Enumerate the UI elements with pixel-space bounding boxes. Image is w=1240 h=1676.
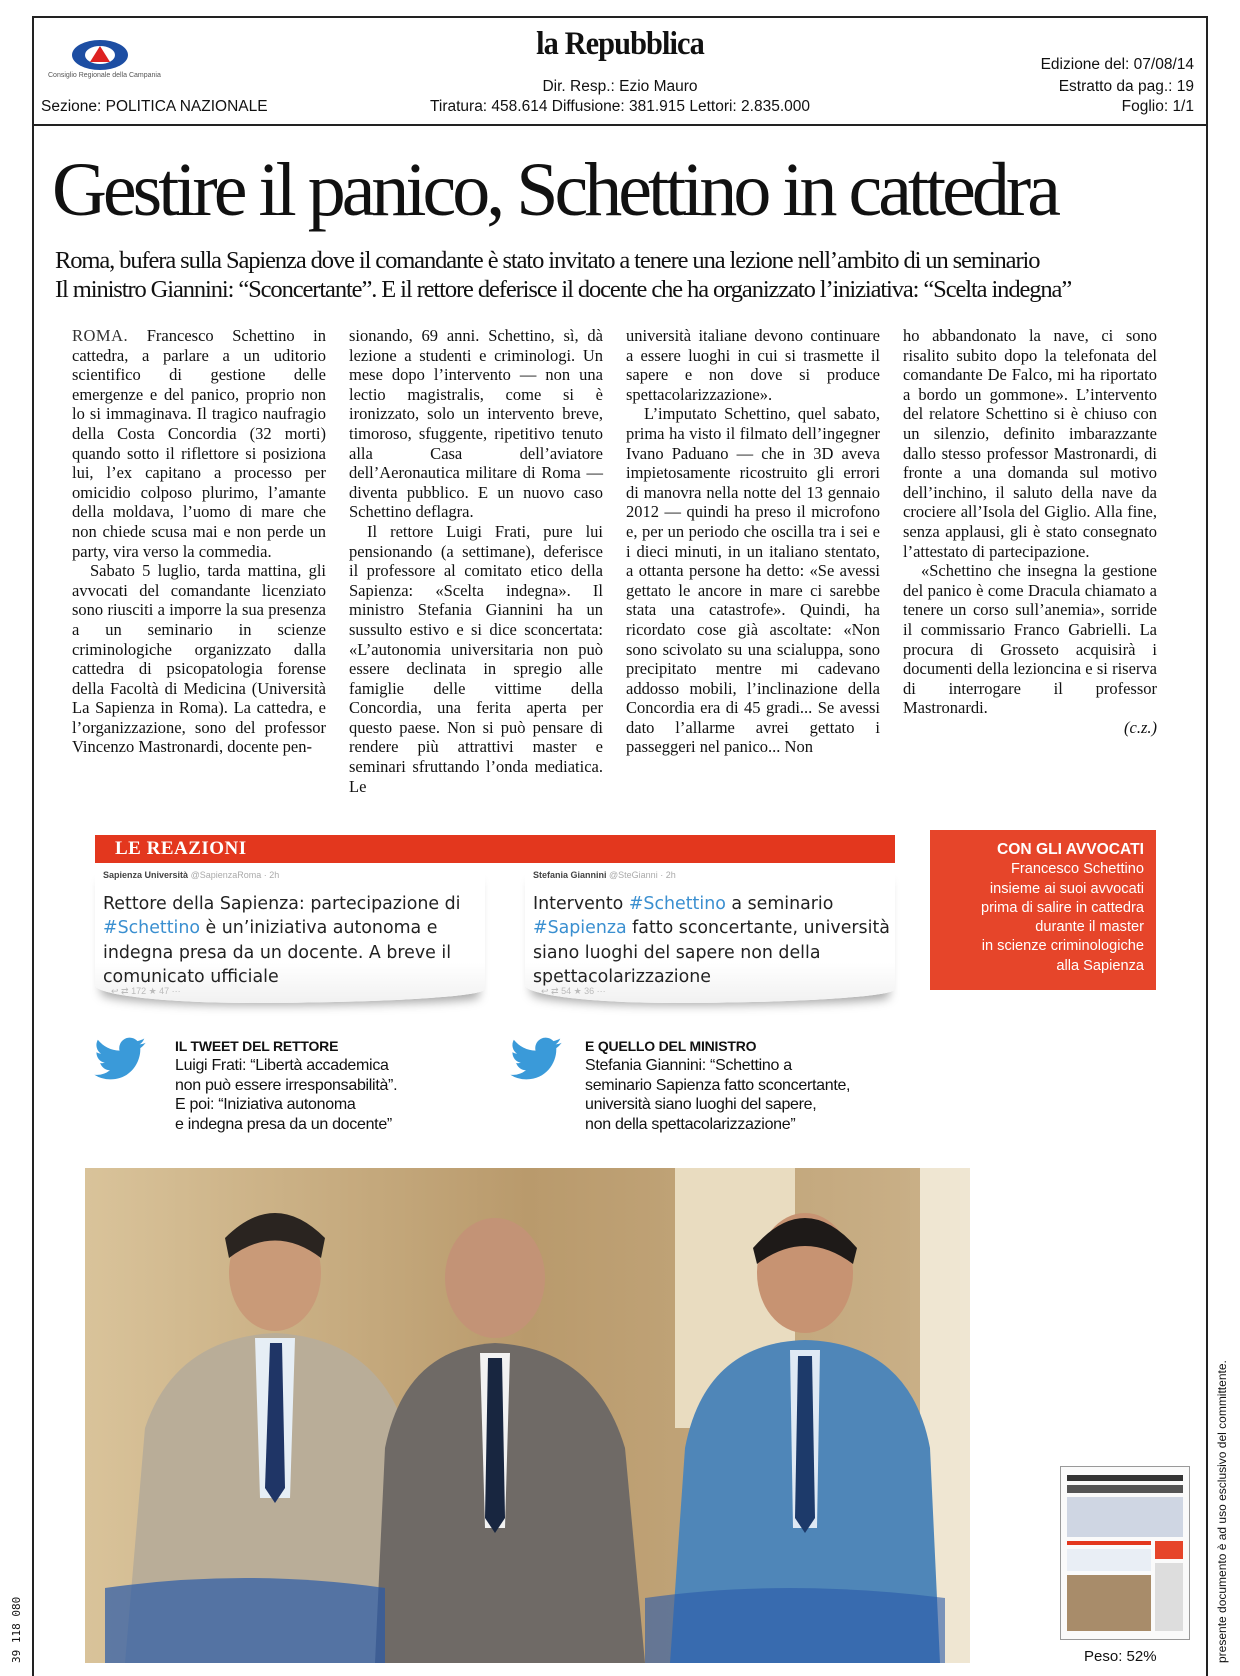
caption-line: in scienze criminologiche <box>981 938 1144 955</box>
paragraph: università italiane devono continuare a essere luoghi in cui si trasmette il sapere e non dove si produce spettacolarizzazione». <box>626 326 880 404</box>
director-line: Dir. Resp.: Ezio Mauro <box>542 78 698 95</box>
caption-line: Stefania Giannini: “Schettino a <box>585 1057 792 1075</box>
article-column-1 <box>72 326 326 757</box>
photo-caption-title: CON GLI AVVOCATI <box>997 841 1144 858</box>
caption-line: alla Sapienza <box>1056 957 1144 974</box>
logo-caption: Consiglio Regionale della Campania <box>48 72 161 79</box>
article-photo <box>85 1168 970 1663</box>
article-column-4 <box>903 326 1157 737</box>
subhead-line-1: Roma, bufera sulla Sapienza dove il comandante è stato invitato a tenere una lezione nell’ambito di un seminario <box>55 247 1040 274</box>
circulation-line: Tiratura: 458.614 Diffusione: 381.915 Lettori: 2.835.000 <box>429 98 810 115</box>
weight-label: Peso: 52% <box>1084 1648 1157 1665</box>
paragraph: Sabato 5 luglio, tarda mattina, gli avvocati del comandante licenziato sono riusciti a imporre la sua presenza a un seminario in scienze criminologiche organizzato dalla cattedra di psicopatologia forense della Facoltà di Medicina (Università La Sapienza in Roma). La cattedra, e l’organizzazione, sono del professor Vincenzo Mastronardi, docente pen- <box>72 561 326 757</box>
photo-caption-box <box>930 830 1156 990</box>
page-thumbnail <box>1060 1466 1190 1640</box>
tweet-text: Intervento #Schettino a seminario #Sapienza fatto sconcertante, università siano luoghi del sapere non della spettacolarizzazione <box>533 894 890 988</box>
paragraph: L’imputato Schettino, quel sabato, prima ha visto il filmato dell’ingegner Ivano Paduano — che in 3D aveva impietosamente ricostruito gli errori di manovra nella notte del 13 gennaio 2012 — quindi ha preso il microfono e, per un periodo che oscilla tra i sei e i dieci minuti, in un italiano stentato, a ottanta persone ha detto: «Se avessi gettato le ancore in mare ci sarebbe stata una catastrofe». Quindi, ha ricordato cose già ascoltate: «Non sono scivolato su una scialuppa, sono precipitato mentre mi cadevano addosso mobili, l’inclinazione della Concordia era di 45 gradi... Se avessi dato l’allarme avrei gettato i passeggeri nel panico... Non <box>626 404 880 757</box>
page-extract: Estratto da pag.: 19 <box>1058 78 1194 95</box>
caption-line: e indegna presa da un docente” <box>175 1115 392 1133</box>
caption-line: durante il master <box>1035 919 1144 936</box>
section-label: Sezione: POLITICA NAZIONALE <box>41 98 268 115</box>
tweet-caption-title: IL TWEET DEL RETTORE <box>175 1038 339 1054</box>
hashtag: #Schettino <box>103 918 201 939</box>
caption-line: università siano luoghi del sapere, <box>585 1096 817 1114</box>
masthead: la Repubblica <box>536 26 704 62</box>
hashtag: #Schettino <box>628 894 726 914</box>
caption-line: seminario Sapienza fatto sconcertante, <box>585 1076 851 1094</box>
tweet-caption-ministro <box>585 1037 850 1134</box>
paragraph: Francesco Schettino in cattedra, a parlare a un uditorio scientifico di gestione delle emergenze e del panico, proprio non lo si immaginava. Il tragico naufragio della Costa Concordia (32 morti) quando sotto il riflettore si posiziona lui, l’ex capitano a processo per omicidio colposo plurimo, l’amante della moldava, l’uomo di mare che non chiede scusa mai e non perde un party, vira verso la commedia. <box>72 326 327 561</box>
header-divider <box>32 124 1208 126</box>
tweet-account: Stefania Giannini @SteGianni · 2h <box>533 870 676 880</box>
thumbnail-illustration <box>1061 1467 1189 1639</box>
caption-line: Francesco Schettino <box>1010 861 1144 878</box>
caption-line: Luigi Frati: “Libertà accademica <box>175 1057 389 1075</box>
paragraph: «Schettino che insegna la gestione del panico è come Dracula chiamato a tenere un corso sull’anemia», sorride il commissario Franco Gabrielli. La procura di Grosseto acquisirà i documenti della lezioncina e si riserva di interrogare il professor Mastronardi. <box>903 561 1157 718</box>
reazioni-banner <box>95 835 895 863</box>
reazioni-title: LE REAZIONI <box>115 838 247 859</box>
tweet-text: Rettore della Sapienza: partecipazione di #Schettino è un’iniziativa autonoma e indegna presa da un docente. A breve il comunicato ufficiale <box>103 894 461 988</box>
paragraph: sionando, 69 anni. Schettino, sì, dà lezione a studenti e criminologi. Un mese dopo l’intervento — non una lectio magistralis, come si è ironizzato, solo un intervento breve, timoroso, sfuggente, ripetitivo tenuto alla Casa dell’aviatore dell’Aeronautica militare di Roma — diventa pubblico. E un nuovo caso Schettino deflagra. <box>349 326 603 522</box>
tweet-card-ministro <box>525 868 895 1003</box>
usage-notice: presente documento è ad uso esclusivo del committente. <box>1215 1360 1229 1663</box>
edition-date: Edizione del: 07/08/14 <box>1040 56 1194 73</box>
tweet-card-rettore <box>95 868 485 1003</box>
paragraph: ho abbandonato la nave, ci sono risalito subito dopo la telefonata del comandante De Falco, mi ha riportato a bordo un gommone». L’intervento del relatore Schettino si è chiuso con un silenzio, definito imbarazzante dallo stesso professor Mastronardi, di fronte a una domanda sul motivo dell’inchino, il saluto della nave da crociere all’Isola del Giglio. Alla fine, senza applausi, gli è stato consegnato l’attestato di partecipazione. <box>903 326 1157 561</box>
caption-line: prima di salire in cattedra <box>980 899 1144 916</box>
tweet-actions: ↩ ⇄ 172 ★ 47 ··· <box>111 986 181 996</box>
author-signature: (c.z.) <box>1124 717 1157 737</box>
twitter-bird-icon <box>508 1032 564 1088</box>
caption-line: insieme ai suoi avvocati <box>989 880 1144 897</box>
subhead-line-2: Il ministro Giannini: “Sconcertante”. E il rettore deferisce il docente che ha organizzato l’iniziativa: “Scelta indegna” <box>55 276 1072 303</box>
article-column-2 <box>349 326 603 796</box>
caption-line: E poi: “Iniziativa autonoma <box>175 1096 356 1114</box>
article-column-3 <box>626 326 880 757</box>
sheet-number: Foglio: 1/1 <box>1121 98 1194 115</box>
caption-line: non della spettacolarizzazione” <box>585 1115 796 1133</box>
caption-line: non può essere irresponsabilità”. <box>175 1076 398 1094</box>
twitter-bird-icon <box>92 1032 148 1088</box>
tweet-caption-rettore <box>175 1037 397 1134</box>
tweet-caption-title: E QUELLO DEL MINISTRO <box>585 1038 757 1054</box>
tweet-account: Sapienza Università @SapienzaRoma · 2h <box>103 870 280 880</box>
photo-illustration <box>85 1168 970 1663</box>
hashtag: #Sapienza <box>533 918 627 939</box>
paragraph: Il rettore Luigi Frati, pure lui pensionando (a settimane), deferisce il professore al comitato etico della Sapienza: «Scelta indegna». Il ministro Stefania Giannini ha un sussulto estivo e si dice sconcertata: «L’autonomia universitaria non può essere declinata in spregio alle famiglie delle vittime della Concordia, una ferita aperta per questo paese. Non si può pensare di rendere più attrattivi master e seminari sfruttando l’onda mediatica. Le <box>349 521 603 796</box>
headline: Gestire il panico, Schettino in cattedra <box>52 148 1057 232</box>
tweet-actions: ↩ ⇄ 54 ★ 36 ··· <box>541 986 606 996</box>
dateline: ROMA. <box>72 326 129 345</box>
document-code: 39 118 080 <box>10 1596 23 1663</box>
